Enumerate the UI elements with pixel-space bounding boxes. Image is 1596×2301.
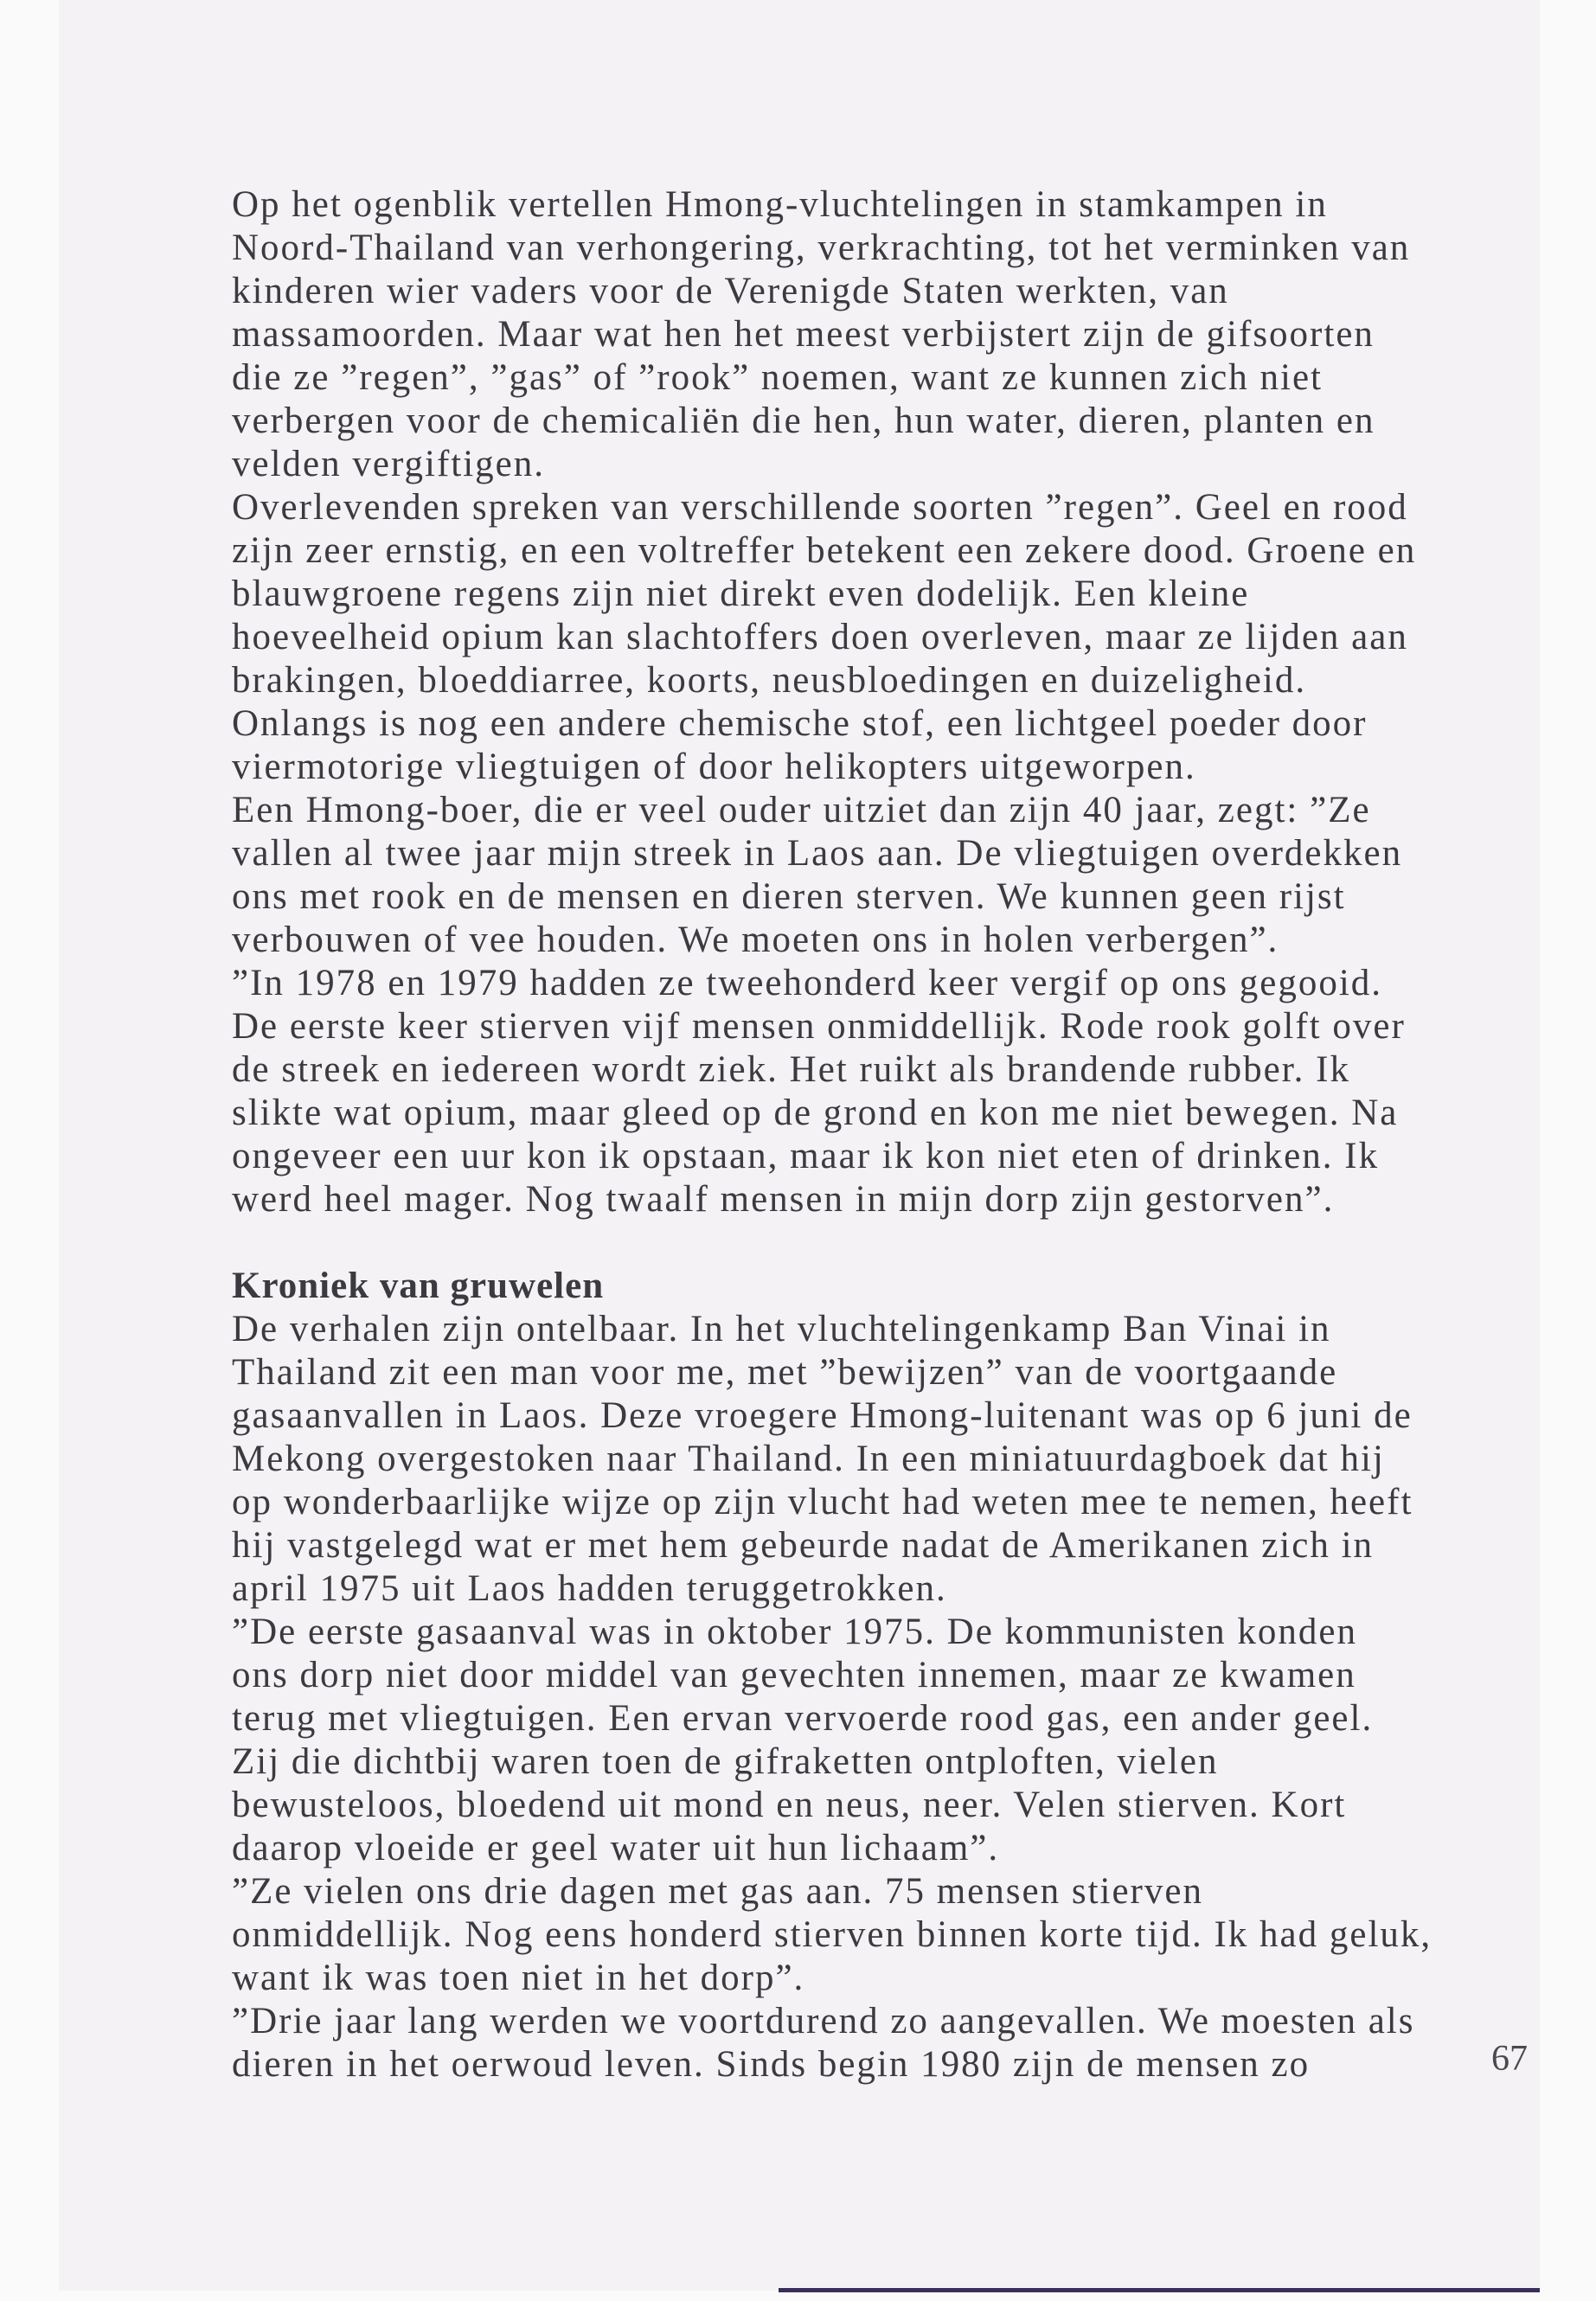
text-line: ongeveer een uur kon ik opstaan, maar ik kon niet eten of drinken. Ik (232, 1136, 1380, 1176)
text-line (232, 1221, 1529, 1265)
text-line: verbouwen of vee houden. We moeten ons in holen verbergen”. (232, 920, 1279, 960)
text-line: vallen al twee jaar mijn streek in Laos aan. De vliegtuigen overdekken (232, 833, 1403, 874)
text-line: blauwgroene regens zijn niet direkt even dodelijk. Een kleine (232, 574, 1250, 614)
body-text (232, 183, 1529, 2086)
text-line: slikte wat opium, maar gleed op de grond en kon me niet bewegen. Na (232, 1093, 1399, 1133)
text-line: massamoorden. Maar wat hen het meest verbijstert zijn de gifsoorten (232, 314, 1375, 355)
text-line: Een Hmong-boer, die er veel ouder uitziet dan zijn 40 jaar, zegt: ”Ze (232, 790, 1371, 830)
text-line: brakingen, bloeddiarree, koorts, neusbloedingen en duizeligheid. (232, 660, 1307, 701)
text-line: ”In 1978 en 1979 hadden ze tweehonderd keer vergif op ons gegooid. (232, 963, 1383, 1003)
text-line: kinderen wier vaders voor de Verenigde Staten werkten, van (232, 271, 1229, 311)
text-line: onmiddellijk. Nog eens honderd stierven binnen korte tijd. Ik had geluk, (232, 1914, 1433, 1955)
text-line: De eerste keer stierven vijf mensen onmiddellijk. Rode rook golft over (232, 1006, 1406, 1047)
text-line: werd heel mager. Nog twaalf mensen in mijn dorp zijn gestorven”. (232, 1179, 1335, 1220)
text-line: De verhalen zijn ontelbaar. In het vluchtelingenkamp Ban Vinai in (232, 1309, 1331, 1349)
text-line: april 1975 uit Laos hadden teruggetrokken. (232, 1568, 947, 1609)
text-line: ons dorp niet door middel van gevechten innemen, maar ze kwamen (232, 1655, 1356, 1695)
page-number: 67 (1491, 2039, 1528, 2079)
text-line: ”Ze vielen ons drie dagen met gas aan. 75 mensen stierven (232, 1871, 1203, 1912)
text-line: terug met vliegtuigen. Een ervan vervoerde rood gas, een ander geel. (232, 1698, 1374, 1739)
text-line: velden vergiftigen. (232, 444, 545, 484)
text-line: want ik was toen niet in het dorp”. (232, 1958, 805, 1998)
text-line: daarop vloeide er geel water uit hun lichaam”. (232, 1828, 1000, 1868)
text-line: ”Drie jaar lang werden we voortdurend zo aangevallen. We moesten als (232, 2001, 1415, 2041)
text-line: op wonderbaarlijke wijze op zijn vlucht had weten mee te nemen, heeft (232, 1482, 1413, 1522)
text-line: Onlangs is nog een andere chemische stof, een lichtgeel poeder door (232, 703, 1368, 744)
text-line: die ze ”regen”, ”gas” of ”rook” noemen, want ze kunnen zich niet (232, 357, 1323, 398)
text-line: zijn zeer ernstig, en een voltreffer betekent een zekere dood. Groene en (232, 530, 1417, 571)
text-line: ons met rook en de mensen en dieren sterven. We kunnen geen rijst (232, 876, 1346, 917)
text-line: hoeveelheid opium kan slachtoffers doen overleven, maar ze lijden aan (232, 617, 1408, 657)
text-line: gasaanvallen in Laos. Deze vroegere Hmong-luitenant was op 6 juni de (232, 1395, 1413, 1436)
book-page (59, 0, 1540, 2291)
text-line: viermotorige vliegtuigen of door helikopters uitgeworpen. (232, 747, 1196, 787)
text-line: de streek en iedereen wordt ziek. Het ruikt als brandende rubber. Ik (232, 1049, 1350, 1090)
bottom-edge-line (779, 2288, 1540, 2292)
text-line: Mekong overgestoken naar Thailand. In een miniatuurdagboek dat hij (232, 1439, 1385, 1479)
text-line: Noord-Thailand van verhongering, verkrachting, tot het verminken van (232, 228, 1411, 268)
text-line: hij vastgelegd wat er met hem gebeurde nadat de Amerikanen zich in (232, 1525, 1375, 1566)
text-line: Overlevenden spreken van verschillende soorten ”regen”. Geel en rood (232, 487, 1408, 528)
text-line: ”De eerste gasaanval was in oktober 1975. De kommunisten konden (232, 1612, 1358, 1652)
text-line: Zij die dichtbij waren toen de gifraketten ontploften, vielen (232, 1741, 1219, 1782)
text-line: Thailand zit een man voor me, met ”bewijzen” van de voortgaande (232, 1352, 1338, 1393)
section-heading: Kroniek van gruwelen (232, 1266, 605, 1306)
text-line: verbergen voor de chemicaliën die hen, hun water, dieren, planten en (232, 401, 1375, 441)
text-line: bewusteloos, bloedend uit mond en neus, neer. Velen stierven. Kort (232, 1785, 1347, 1825)
text-line: dieren in het oerwoud leven. Sinds begin 1980 zijn de mensen zo (232, 2044, 1311, 2085)
text-line: Op het ogenblik vertellen Hmong-vluchtelingen in stamkampen in (232, 184, 1328, 225)
